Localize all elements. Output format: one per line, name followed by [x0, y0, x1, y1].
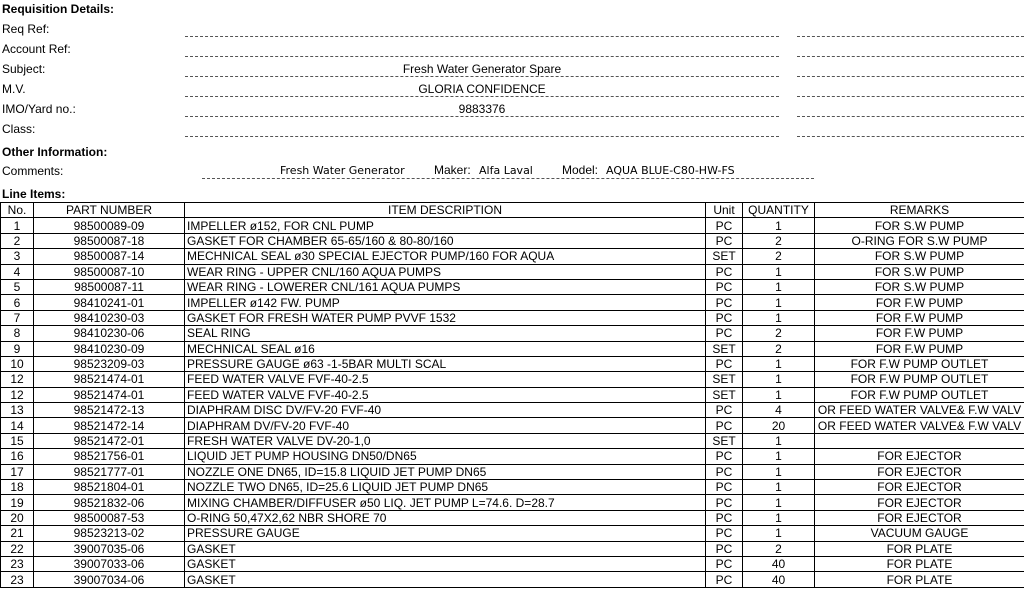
cell-quantity: 1 [743, 218, 815, 233]
cell-quantity: 1 [743, 464, 815, 479]
cell-unit: PC [706, 418, 743, 433]
cell-no: 8 [1, 326, 34, 341]
table-row [1, 372, 1024, 387]
table-row [1, 526, 1024, 541]
cell-no: 10 [1, 356, 34, 371]
cell-no: 5 [1, 279, 34, 294]
account-ref-field[interactable] [185, 42, 779, 57]
cell-remarks: FOR F.W PUMP [815, 295, 1024, 310]
cell-description: PRESSURE GAUGE [185, 526, 706, 541]
table-header-row [1, 203, 1024, 218]
cell-no: 13 [1, 403, 34, 418]
cell-remarks: FOR S.W PUMP [815, 279, 1024, 294]
cell-unit: PC [706, 218, 743, 233]
cell-description: MECHNICAL SEAL ø16 [185, 341, 706, 356]
class-extra-field[interactable] [797, 122, 1024, 137]
cell-unit: PC [706, 326, 743, 341]
model-value: AQUA BLUE-C80-HW-FS [606, 164, 735, 177]
cell-description: FEED WATER VALVE FVF-40-2.5 [185, 372, 706, 387]
cell-remarks: FOR S.W PUMP [815, 264, 1024, 279]
cell-unit: PC [706, 464, 743, 479]
line-items-table [0, 202, 1024, 588]
cell-unit: PC [706, 356, 743, 371]
cell-part-number: 98521756-01 [34, 449, 185, 464]
imo-label: IMO/Yard no.: [2, 102, 76, 116]
cell-remarks: VACUUM GAUGE [815, 526, 1024, 541]
line-items-heading: Line Items: [2, 187, 66, 201]
cell-part-number: 98521472-01 [34, 433, 185, 448]
cell-no: 14 [1, 418, 34, 433]
cell-description: PRESSURE GAUGE ø63 -1-5BAR MULTI SCAL [185, 356, 706, 371]
account-ref-label: Account Ref: [2, 42, 71, 56]
cell-part-number: 98523209-03 [34, 356, 185, 371]
cell-description: FRESH WATER VALVE DV-20-1,0 [185, 433, 706, 448]
cell-no: 15 [1, 433, 34, 448]
cell-description: WEAR RING - UPPER CNL/160 AQUA PUMPS [185, 264, 706, 279]
cell-quantity: 1 [743, 433, 815, 448]
cell-part-number: 98521804-01 [34, 480, 185, 495]
table-row [1, 403, 1024, 418]
table-row [1, 310, 1024, 325]
cell-quantity: 1 [743, 264, 815, 279]
cell-remarks: FOR F.W PUMP [815, 310, 1024, 325]
cell-unit: SET [706, 249, 743, 264]
table-row [1, 356, 1024, 371]
cell-quantity: 1 [743, 310, 815, 325]
cell-quantity: 1 [743, 387, 815, 402]
class-label: Class: [2, 122, 36, 136]
cell-unit: SET [706, 387, 743, 402]
req-ref-extra-field[interactable] [797, 22, 1024, 37]
table-row [1, 387, 1024, 402]
cell-part-number: 98500087-18 [34, 233, 185, 248]
cell-part-number: 98410230-09 [34, 341, 185, 356]
cell-part-number: 98521474-01 [34, 372, 185, 387]
cell-quantity: 1 [743, 480, 815, 495]
cell-remarks: FOR PLATE [815, 541, 1024, 556]
cell-remarks: O-RING FOR S.W PUMP [815, 233, 1024, 248]
cell-part-number: 98521472-13 [34, 403, 185, 418]
cell-quantity: 40 [743, 556, 815, 571]
cell-no: 22 [1, 541, 34, 556]
cell-no: 2 [1, 233, 34, 248]
cell-quantity: 2 [743, 249, 815, 264]
cell-quantity: 2 [743, 233, 815, 248]
cell-unit: SET [706, 433, 743, 448]
table-row [1, 264, 1024, 279]
cell-description: NOZZLE ONE DN65, ID=15.8 LIQUID JET PUMP DN65 [185, 464, 706, 479]
cell-quantity: 1 [743, 295, 815, 310]
cell-no: 6 [1, 295, 34, 310]
cell-quantity: 1 [743, 372, 815, 387]
cell-quantity: 1 [743, 279, 815, 294]
comments-row [0, 160, 1024, 180]
header-item-description: ITEM DESCRIPTION [185, 203, 706, 218]
cell-remarks: FOR EJECTOR [815, 495, 1024, 510]
cell-no: 20 [1, 510, 34, 525]
table-row [1, 295, 1024, 310]
cell-remarks: OR FEED WATER VALVE& F.W VALV [815, 418, 1024, 433]
cell-quantity: 2 [743, 541, 815, 556]
mv-extra-field[interactable] [797, 82, 1024, 97]
cell-part-number: 98521474-01 [34, 387, 185, 402]
cell-quantity: 20 [743, 418, 815, 433]
cell-description: MIXING CHAMBER/DIFFUSER ø50 LIQ. JET PUMP L=74.6. D=28.7 [185, 495, 706, 510]
header-no: No. [1, 203, 34, 218]
cell-unit: PC [706, 541, 743, 556]
header-quantity: QUANTITY [743, 203, 815, 218]
table-row [1, 510, 1024, 525]
cell-description: SEAL RING [185, 326, 706, 341]
cell-part-number: 98500087-10 [34, 264, 185, 279]
cell-remarks: FOR F.W PUMP [815, 326, 1024, 341]
cell-no: 12 [1, 372, 34, 387]
mv-label: M.V. [2, 82, 26, 96]
table-row [1, 480, 1024, 495]
cell-quantity: 4 [743, 403, 815, 418]
cell-unit: PC [706, 310, 743, 325]
table-row [1, 233, 1024, 248]
maker-label: Maker: [434, 163, 471, 177]
cell-description: IMPELLER ø152, FOR CNL PUMP [185, 218, 706, 233]
cell-remarks: FOR PLATE [815, 556, 1024, 571]
requisition-details-heading: Requisition Details: [2, 2, 115, 16]
account-ref-extra-field[interactable] [797, 42, 1024, 57]
cell-unit: PC [706, 495, 743, 510]
comments-label: Comments: [2, 164, 64, 178]
cell-unit: PC [706, 480, 743, 495]
cell-unit: PC [706, 572, 743, 587]
cell-description: MECHNICAL SEAL ø30 SPECIAL EJECTOR PUMP/160 FOR AQUA [185, 249, 706, 264]
cell-unit: PC [706, 233, 743, 248]
req-ref-label: Req Ref: [2, 22, 50, 36]
header-part-number: PART NUMBER [34, 203, 185, 218]
cell-description: FEED WATER VALVE FVF-40-2.5 [185, 387, 706, 402]
cell-no: 21 [1, 526, 34, 541]
table-row [1, 449, 1024, 464]
cell-part-number: 98521472-14 [34, 418, 185, 433]
cell-quantity: 2 [743, 341, 815, 356]
cell-unit: PC [706, 510, 743, 525]
cell-quantity: 1 [743, 449, 815, 464]
cell-unit: SET [706, 372, 743, 387]
cell-part-number: 39007034-06 [34, 572, 185, 587]
cell-no: 23 [1, 572, 34, 587]
cell-remarks [815, 433, 1024, 448]
req-ref-field[interactable] [185, 22, 779, 37]
cell-part-number: 39007033-06 [34, 556, 185, 571]
table-row [1, 218, 1024, 233]
cell-no: 9 [1, 341, 34, 356]
table-row [1, 326, 1024, 341]
cell-quantity: 40 [743, 572, 815, 587]
table-row [1, 418, 1024, 433]
comments-text: Fresh Water Generator [280, 164, 405, 177]
class-field[interactable] [185, 122, 779, 137]
cell-quantity: 1 [743, 495, 815, 510]
cell-part-number: 98410230-06 [34, 326, 185, 341]
cell-no: 7 [1, 310, 34, 325]
cell-unit: PC [706, 449, 743, 464]
cell-description: LIQUID JET PUMP HOUSING DN50/DN65 [185, 449, 706, 464]
cell-description: GASKET [185, 556, 706, 571]
cell-description: O-RING 50,47X2,62 NBR SHORE 70 [185, 510, 706, 525]
model-label: Model: [562, 163, 599, 177]
table-row [1, 541, 1024, 556]
header-unit: Unit [706, 203, 743, 218]
cell-no: 12 [1, 387, 34, 402]
cell-remarks: OR FEED WATER VALVE& F.W VALV [815, 403, 1024, 418]
cell-no: 19 [1, 495, 34, 510]
cell-part-number: 98523213-02 [34, 526, 185, 541]
cell-unit: PC [706, 295, 743, 310]
cell-part-number: 98500089-09 [34, 218, 185, 233]
cell-remarks: FOR EJECTOR [815, 480, 1024, 495]
imo-field[interactable]: 9883376 [185, 102, 779, 117]
cell-unit: PC [706, 556, 743, 571]
cell-part-number: 98521777-01 [34, 464, 185, 479]
cell-description: GASKET [185, 572, 706, 587]
cell-remarks: FOR F.W PUMP [815, 341, 1024, 356]
cell-part-number: 98410230-03 [34, 310, 185, 325]
cell-no: 18 [1, 480, 34, 495]
cell-no: 16 [1, 449, 34, 464]
cell-part-number: 98500087-11 [34, 279, 185, 294]
cell-no: 23 [1, 556, 34, 571]
cell-remarks: FOR PLATE [815, 572, 1024, 587]
cell-unit: PC [706, 403, 743, 418]
cell-description: IMPELLER ø142 FW. PUMP [185, 295, 706, 310]
cell-description: GASKET [185, 541, 706, 556]
cell-remarks: FOR F.W PUMP OUTLET [815, 356, 1024, 371]
table-row [1, 572, 1024, 587]
cell-description: DIAPHRAM DISC DV/FV-20 FVF-40 [185, 403, 706, 418]
table-row [1, 433, 1024, 448]
other-information-heading: Other Information: [2, 145, 108, 159]
header-remarks: REMARKS [815, 203, 1024, 218]
subject-extra-field[interactable] [797, 62, 1024, 77]
cell-unit: PC [706, 279, 743, 294]
table-row [1, 249, 1024, 264]
subject-field[interactable]: Fresh Water Generator Spare [185, 62, 779, 77]
cell-description: WEAR RING - LOWERER CNL/161 AQUA PUMPS [185, 279, 706, 294]
cell-description: DIAPHRAM DV/FV-20 FVF-40 [185, 418, 706, 433]
cell-part-number: 98500087-53 [34, 510, 185, 525]
cell-no: 4 [1, 264, 34, 279]
cell-unit: PC [706, 526, 743, 541]
cell-quantity: 1 [743, 510, 815, 525]
table-row [1, 341, 1024, 356]
cell-unit: PC [706, 264, 743, 279]
cell-no: 3 [1, 249, 34, 264]
subject-label: Subject: [2, 62, 46, 76]
cell-quantity: 2 [743, 326, 815, 341]
cell-description: GASKET FOR FRESH WATER PUMP PVVF 1532 [185, 310, 706, 325]
table-row [1, 279, 1024, 294]
imo-extra-field[interactable] [797, 102, 1024, 117]
cell-part-number: 98410241-01 [34, 295, 185, 310]
cell-quantity: 1 [743, 526, 815, 541]
mv-field[interactable]: GLORIA CONFIDENCE [185, 82, 779, 97]
cell-description: GASKET FOR CHAMBER 65-65/160 & 80-80/160 [185, 233, 706, 248]
table-row [1, 464, 1024, 479]
table-row [1, 495, 1024, 510]
table-row [1, 556, 1024, 571]
cell-description: NOZZLE TWO DN65, ID=25.6 LIQUID JET PUMP DN65 [185, 480, 706, 495]
cell-remarks: FOR S.W PUMP [815, 218, 1024, 233]
cell-no: 1 [1, 218, 34, 233]
cell-part-number: 39007035-06 [34, 541, 185, 556]
maker-value: Alfa Laval [479, 164, 533, 177]
cell-remarks: FOR F.W PUMP OUTLET [815, 372, 1024, 387]
cell-remarks: FOR F.W PUMP OUTLET [815, 387, 1024, 402]
cell-remarks: FOR EJECTOR [815, 449, 1024, 464]
cell-no: 17 [1, 464, 34, 479]
cell-part-number: 98521832-06 [34, 495, 185, 510]
cell-unit: SET [706, 341, 743, 356]
cell-part-number: 98500087-14 [34, 249, 185, 264]
cell-remarks: FOR S.W PUMP [815, 249, 1024, 264]
cell-remarks: FOR EJECTOR [815, 464, 1024, 479]
cell-quantity: 1 [743, 356, 815, 371]
cell-remarks: FOR EJECTOR [815, 510, 1024, 525]
